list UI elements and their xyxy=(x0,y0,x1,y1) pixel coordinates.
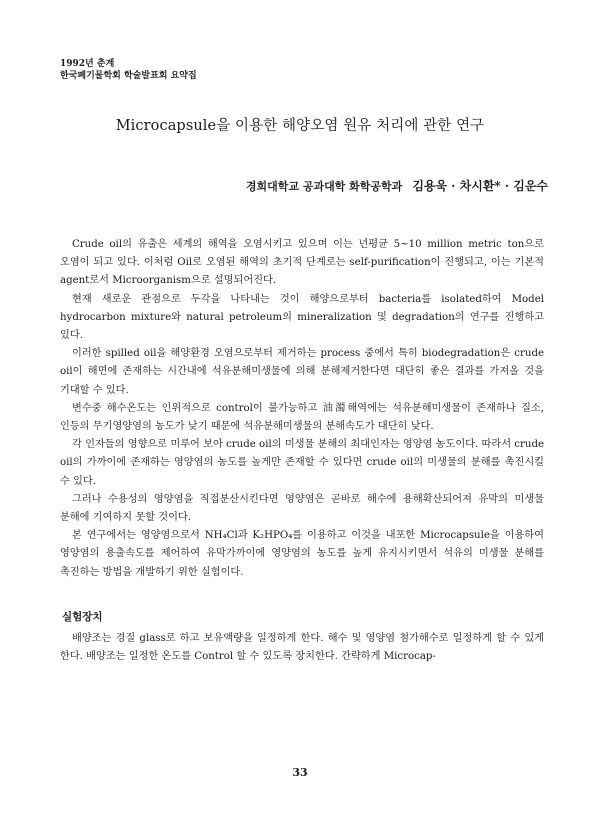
section-heading: 실험장치 xyxy=(62,610,103,623)
body-paragraph: Crude oil의 유출은 세계의 해역을 오염시키고 있으며 이는 년평균 5~10 million metric ton으로 오염이 되고 있다. 이처럼 Oil로 오염된 해역의 초기적 단계로는 self-purification이 진행되고, 이는 기본적 agent로서 Microorganism으로 설명되어진다. xyxy=(60,239,544,287)
body-paragraph: 이러한 spilled oil을 해양환경 오염으로부터 제거하는 process 중에서 특히 biodegradation은 crude oil이 해면에 존재하는 시간내에 석유분해미생물에 의해 분해제거한다면 대단히 좋은 결과를 가져올 것을 기대할 수 있다. xyxy=(60,348,544,396)
body-paragraph: 각 인자들의 영향으로 미루어 보아 crude oil의 미생물 분해의 최대인자는 영양염 농도이다. 따라서 crude oil의 가까이에 존재하는 영양염의 농도를 높게만 존재할 수 있다면 crude oil의 미생물의 분해를 촉진시킬 수 있다. xyxy=(60,439,544,487)
paper-body xyxy=(60,236,544,666)
body-paragraph: 그러나 수용성의 영양염을 직접분산시킨다면 영양염은 곧바로 해수에 용해확산되어져 유막의 미생물 분해에 기여하지 못할 것이다. xyxy=(60,493,544,524)
section-paragraph: 배양조는 경질 glass로 하고 보유액량을 일정하게 한다. 해수 및 영양염 첨가해수로 일정하게 할 수 있게 한다. 배양조는 일정한 온도를 Control 할 수 있도록 장치한다. 간략하게 Microcap- xyxy=(60,632,544,663)
page-number: 33 xyxy=(292,766,308,779)
author-names: 김용욱 · 차시환* · 김운수 xyxy=(412,179,548,193)
conference-header xyxy=(60,58,197,82)
author-block xyxy=(60,178,548,195)
paper-title: Microcapsule을 이용한 해양오염 원유 처리에 관한 연구 xyxy=(115,118,485,134)
body-paragraph: 변수중 해수온도는 인위적으로 control이 불가능하고 油濁해역에는 석유분해미생물이 존재하나 질소, 인등의 무기영양염의 농도가 낮기 때문에 석유분해미생물의 분해속도가 대단히 낮다. xyxy=(60,402,544,433)
conference-season: 1992년 춘계 xyxy=(60,59,115,69)
body-paragraph: 현재 새로운 관점으로 두각을 나타내는 것이 해양으로부터 bacteria를 isolated하여 Model hydrocarbon mixture와 natural petroleum의 mineralization 및 degradation의 연구를 진행하고 있다. xyxy=(60,293,544,342)
conference-name: 한국폐기물학회 학술발표회 요약집 xyxy=(60,71,197,81)
affiliation: 경희대학교 공과대학 화학공학과 xyxy=(245,180,403,193)
body-paragraph: 본 연구에서는 영양염으로서 NH₄Cl과 K₂HPO₄를 이용하고 이것을 내포한 Microcapsule을 이용하여 영양염의 용출속도를 제어하여 유막가까이에 영양염의 농도를 높게 유지시키면서 석유의 미생물 분해를 촉진하는 방법을 개발하기 위한 실험이다. xyxy=(60,530,545,578)
